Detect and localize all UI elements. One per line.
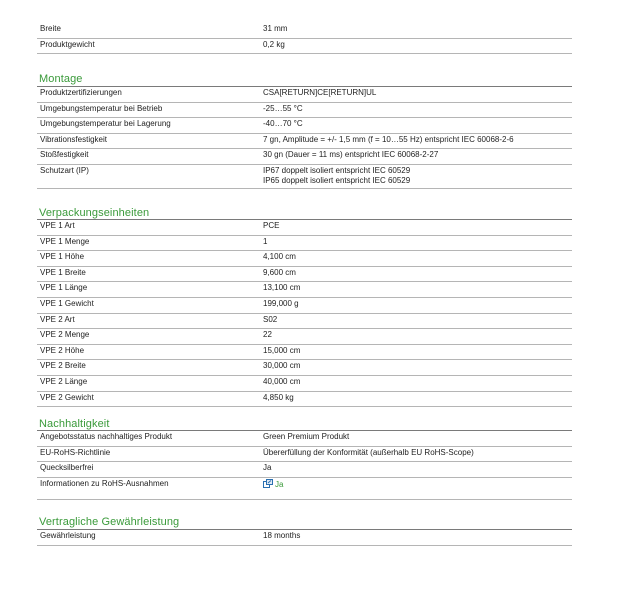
table-row	[37, 375, 572, 391]
value-line: IP65 doppelt isoliert entspricht IEC 60529	[263, 175, 411, 185]
table-row	[37, 235, 572, 251]
packaging-table	[37, 220, 572, 407]
section-title-gewaehrleistung: Vertragliche Gewährleistung	[39, 516, 180, 528]
row-value: S02	[260, 313, 572, 329]
row-value: Übererfüllung der Konformität (außerhalb EU RoHS-Scope)	[260, 446, 572, 462]
row-label: Breite	[37, 23, 260, 38]
link-label: Ja	[275, 479, 284, 489]
row-label: VPE 1 Art	[37, 220, 260, 235]
table-row	[37, 329, 572, 345]
row-label: Informationen zu RoHS-Ausnahmen	[37, 477, 260, 499]
row-value: -40…70 °C	[260, 118, 572, 134]
row-label: VPE 2 Höhe	[37, 344, 260, 360]
row-label: Angebotsstatus nachhaltiges Produkt	[37, 431, 260, 446]
table-row	[37, 133, 572, 149]
row-value: 199,000 g	[260, 297, 572, 313]
row-value: 7 gn, Amplitude = +/- 1,5 mm (f = 10…55 Hz) entspricht IEC 60068-2-6	[260, 133, 572, 149]
external-link-icon	[263, 479, 273, 491]
table-row	[37, 38, 572, 54]
row-value: 4,850 kg	[260, 391, 572, 407]
row-label: VPE 2 Art	[37, 313, 260, 329]
row-value: 0,2 kg	[260, 38, 572, 54]
table-row	[37, 344, 572, 360]
row-value	[260, 477, 572, 499]
table-row	[37, 391, 572, 407]
row-label: VPE 2 Gewicht	[37, 391, 260, 407]
row-value: -25…55 °C	[260, 102, 572, 118]
row-label: VPE 1 Höhe	[37, 251, 260, 267]
row-label: VPE 1 Länge	[37, 282, 260, 298]
table-row	[37, 23, 572, 38]
table-row	[37, 446, 572, 462]
row-value: 9,600 cm	[260, 266, 572, 282]
section-title-montage: Montage	[39, 73, 83, 85]
table-row	[37, 118, 572, 134]
value-line: IP67 doppelt isoliert entspricht IEC 60529	[263, 165, 411, 175]
row-value: 15,000 cm	[260, 344, 572, 360]
row-value: 30,000 cm	[260, 360, 572, 376]
row-label: Quecksilberfrei	[37, 462, 260, 478]
row-label: VPE 2 Menge	[37, 329, 260, 345]
row-label: Umgebungstemperatur bei Betrieb	[37, 102, 260, 118]
table-row	[37, 87, 572, 102]
section-title-verpackung: Verpackungseinheiten	[39, 207, 150, 219]
table-row	[37, 313, 572, 329]
row-value: Ja	[260, 462, 572, 478]
row-label: Produktzertifizierungen	[37, 87, 260, 102]
row-label: VPE 1 Gewicht	[37, 297, 260, 313]
table-row	[37, 149, 572, 165]
row-value: 4,100 cm	[260, 251, 572, 267]
table-row	[37, 530, 572, 545]
row-label: VPE 1 Menge	[37, 235, 260, 251]
row-label: VPE 1 Breite	[37, 266, 260, 282]
row-value: 30 gn (Dauer = 11 ms) entspricht IEC 60068-2-27	[260, 149, 572, 165]
table-row	[37, 477, 572, 499]
table-row	[37, 462, 572, 478]
sustainability-table	[37, 431, 572, 500]
rohs-exemptions-link[interactable]	[263, 479, 283, 491]
table-row	[37, 282, 572, 298]
table-row	[37, 102, 572, 118]
row-value: 13,100 cm	[260, 282, 572, 298]
row-label: VPE 2 Länge	[37, 375, 260, 391]
row-value: CSA[RETURN]CE[RETURN]UL	[260, 87, 572, 102]
row-label: Produktgewicht	[37, 38, 260, 54]
table-row	[37, 266, 572, 282]
row-value	[260, 164, 572, 188]
table-row	[37, 360, 572, 376]
row-value: Green Premium Produkt	[260, 431, 572, 446]
row-value: PCE	[260, 220, 572, 235]
montage-table	[37, 87, 572, 189]
row-value: 1	[260, 235, 572, 251]
row-label: VPE 2 Breite	[37, 360, 260, 376]
table-row	[37, 431, 572, 446]
warranty-table	[37, 530, 572, 546]
table-row	[37, 220, 572, 235]
row-label: Umgebungstemperatur bei Lagerung	[37, 118, 260, 134]
table-row	[37, 297, 572, 313]
table-row	[37, 251, 572, 267]
row-label: EU-RoHS-Richtlinie	[37, 446, 260, 462]
row-label: Schutzart (IP)	[37, 164, 260, 188]
row-value: 22	[260, 329, 572, 345]
row-label: Stoßfestigkeit	[37, 149, 260, 165]
dimensions-table	[37, 23, 572, 54]
section-title-nachhaltigkeit: Nachhaltigkeit	[39, 418, 110, 430]
row-label: Vibrationsfestigkeit	[37, 133, 260, 149]
row-value: 18 months	[260, 530, 572, 545]
row-value: 31 mm	[260, 23, 572, 38]
row-value: 40,000 cm	[260, 375, 572, 391]
table-row	[37, 164, 572, 188]
row-label: Gewährleistung	[37, 530, 260, 545]
